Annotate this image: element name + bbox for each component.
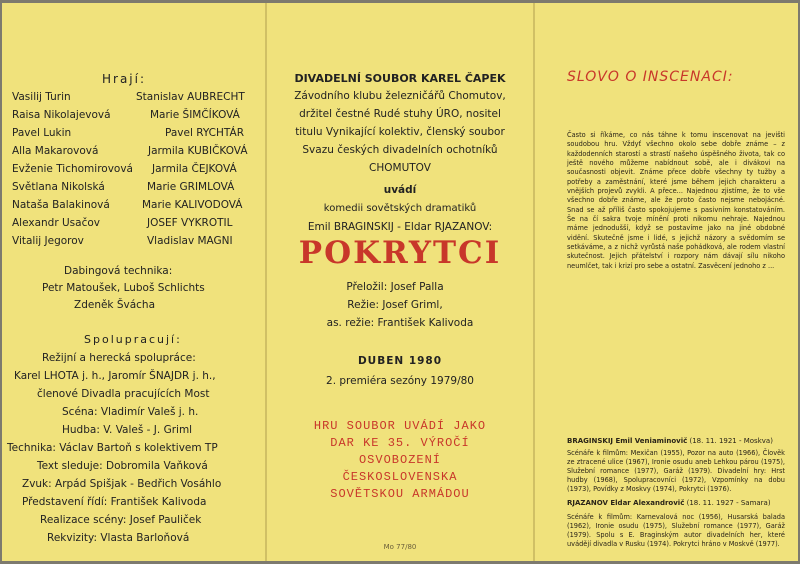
- troupe-title: DIVADELNÍ SOUBOR KAREL ČAPEK: [294, 72, 506, 85]
- collab-line: Představení řídí: František Kalivoda: [22, 496, 207, 508]
- cast-actor: Vladislav MAGNI: [147, 235, 233, 247]
- cast-role: Vasilij Turin: [12, 91, 71, 103]
- cast-role: Světlana Nikolská: [12, 181, 105, 193]
- author-name: [567, 437, 773, 445]
- collab-subheading: Režijní a herecká spolupráce:: [42, 352, 196, 364]
- cast-role: Nataša Balakinová: [12, 199, 110, 211]
- cast-role: Pavel Lukin: [12, 127, 72, 139]
- cast-actor: Jarmila KUBIČKOVÁ: [148, 145, 248, 157]
- collab-line: členové Divadla pracujících Most: [37, 388, 210, 400]
- troupe-line: Závodního klubu železničářů Chomutov,: [294, 90, 506, 102]
- authors-line: Emil BRAGINSKIJ - Eldar RJAZANOV:: [307, 221, 493, 233]
- collab-line: Hudba: V. Valeš - J. Griml: [62, 424, 193, 436]
- author-name: [567, 499, 771, 507]
- cast-role: Raisa Nikolajevová: [12, 109, 111, 121]
- troupe-line: CHOMUTOV: [369, 162, 431, 174]
- dedication-line: HRU SOUBOR UVÁDÍ JAKO: [313, 419, 487, 433]
- essay-heading: SLOVO O INSCENACI:: [567, 69, 734, 85]
- collab-line: Zvuk: Arpád Spišjak - Bedřich Vosáhlo: [22, 478, 222, 490]
- dedication-line: DAR KE 35. VÝROČÍ: [330, 436, 470, 450]
- author-name-text: RJAZANOV Eldar Alexandrovič: [567, 499, 685, 507]
- author-bio: Scénáře k filmům: Karnevalová noc (1956), Husarská balada (1962), Ironie osudu (1975), Služební romance (1977), Garáž (1979). Spolu s E. Braginským autor divadelních her, které uvádějí divadla v Rusku (1974). Pokrytci hráno v Moskvě (1977).: [567, 513, 785, 548]
- cast-role: Alla Makarovová: [12, 145, 99, 157]
- cast-actor: Jarmila ČEJKOVÁ: [152, 163, 237, 175]
- collab-line: Text sleduje: Dobromila Vaňková: [37, 460, 208, 472]
- cast-actor: Marie GRIMLOVÁ: [147, 181, 235, 193]
- author-dates: (18. 11. 1927 - Samara): [686, 499, 771, 507]
- collab-line: Technika: Václav Bartoň s kolektivem TP: [7, 442, 218, 454]
- collab-heading: Spolupracují:: [84, 333, 182, 346]
- dedication-line: OSVOBOZENÍ: [358, 453, 441, 467]
- collab-line: Rekvizity: Vlasta Barloňová: [47, 532, 190, 544]
- author-dates: (18. 11. 1921 - Moskva): [689, 437, 773, 445]
- date-line: DUBEN 1980: [357, 355, 443, 367]
- cast-role: Evženie Tichomirovová: [12, 163, 133, 175]
- middle-panel: [267, 3, 533, 561]
- cast-role: Alexandr Usačov: [12, 217, 100, 229]
- left-panel: [2, 3, 265, 561]
- cast-actor: Marie ŠIMČÍKOVÁ: [150, 109, 240, 121]
- collab-line: Karel LHOTA j. h., Jaromír ŠNAJDR j. h.,: [14, 370, 216, 382]
- cast-actor: Pavel RYCHTÁR: [165, 127, 244, 139]
- troupe-line: držitel čestné Rudé stuhy ÚRO, nositel: [299, 108, 501, 120]
- dedication-line: ČESKOSLOVENSKA: [342, 470, 458, 484]
- essay-text: Často si říkáme, co nás táhne k tomu inscenovat na jevišti soudobou hru. Vždyť všechno okolo sebe dobře známe – z každodenních starostí a strastí našeho úspěšného života, tak co ještě nového můžeme nabídnout sobě, ale i divákovi na současnosti objevit. Známe přece dobře všechny ty tužby a potřeby a zaměstnání, které jsme během jejich charakteru a vnějších projevů zvykli. A přece... Najednou zjistíme, že to vše všechno dobře známe, ale že proto často nejsme nebojácné. Snad se až příliš často spokojujeme s pasivním konstatováním. Še na čí sakra tvoje mínění proti nikomu nehraje. Najednou máme jednodušší, když se postavíme jako na jiné obdobné vidění. Skutečně jsme i lidé, s jejichž názory a svědomím se setkáváme, a z nichž vyrůstá naše pohádková, ale rodem vlastní skutečnost. Jejich přátelství i rozpory nám dávají sílu nikoho neumlčet, tak i krizí pro sebe a ostatní. Zasvěcení jednoho z ...: [567, 131, 785, 270]
- cast-heading: Hrají:: [102, 72, 147, 86]
- dubbing-line: Petr Matoušek, Luboš Schlichts: [42, 282, 205, 294]
- collab-line: Scéna: Vladimír Valeš j. h.: [62, 406, 199, 418]
- troupe-line: titulu Vynikající kolektiv, členský soubor: [295, 126, 505, 138]
- play-title: POKRYTCI: [298, 235, 502, 271]
- author-name-text: BRAGINSKIJ Emil Veniaminovič: [567, 437, 688, 445]
- credit-line: Přeložil: Josef Palla: [346, 281, 444, 293]
- dubbing-line: Zdeněk Švácha: [74, 299, 156, 311]
- comedy-label: komedii sovětských dramatiků: [323, 203, 477, 214]
- cast-actor: Stanislav AUBRECHT: [136, 91, 245, 103]
- right-panel: [535, 3, 798, 561]
- cast-actor: JOSEF VYKROTIL: [147, 217, 233, 229]
- dedication-line: SOVĚTSKOU ARMÁDOU: [330, 487, 470, 501]
- premiere-line: 2. premiéra sezóny 1979/80: [326, 375, 474, 387]
- print-mark: Mo 77/80: [383, 543, 417, 551]
- cast-role: Vitalij Jegorov: [12, 235, 84, 247]
- program-leaflet: [2, 3, 798, 561]
- presents-label: uvádí: [383, 184, 417, 196]
- cast-actor: Marie KALIVODOVÁ: [142, 199, 243, 211]
- dubbing-heading: Dabingová technika:: [64, 265, 173, 277]
- credit-line: Režie: Josef Griml,: [347, 299, 443, 311]
- credit-line: as. režie: František Kalivoda: [326, 317, 474, 329]
- author-bio: Scénáře k filmům: Mexičan (1955), Pozor na auto (1966), Člověk ze ztracené ulice (1967), Ironie osudu aneb Lehkou párou (1975), Služební romance (1977), Garáž (1979). Divadelní hry: Hrst hudby (1968), Spolupracovníci (1972), Vzpomínky na dobu (1973), Povídky z Moskvy (1974), Pokrytci (1976).: [567, 449, 785, 493]
- collab-line: Realizace scény: Josef Pauliček: [40, 514, 202, 526]
- troupe-line: Svazu českých divadelních ochotníků: [302, 144, 498, 156]
